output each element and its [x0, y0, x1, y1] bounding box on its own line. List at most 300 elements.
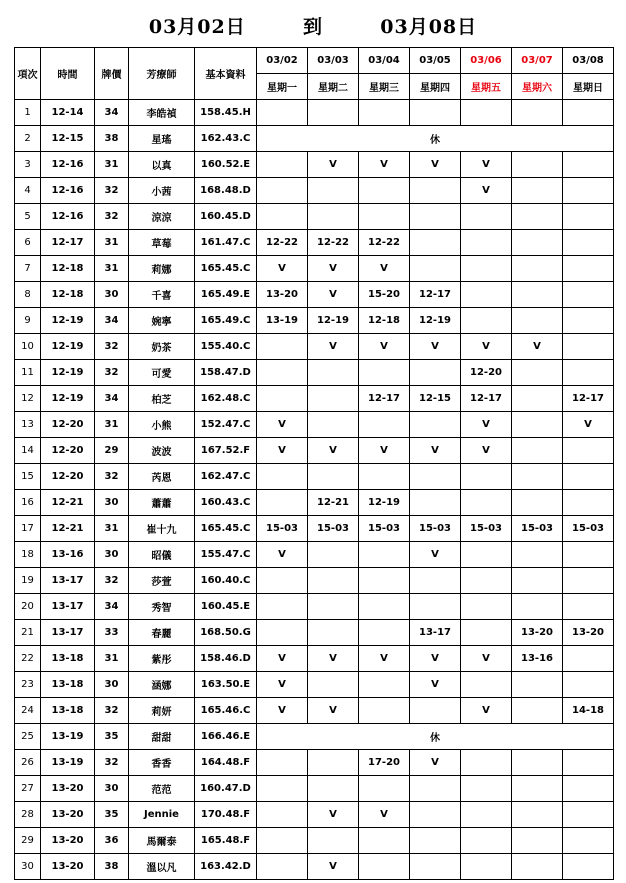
- booking-cell[interactable]: [563, 204, 614, 230]
- booking-cell[interactable]: [512, 776, 563, 802]
- booking-cell[interactable]: [308, 178, 359, 204]
- booking-cell[interactable]: [512, 542, 563, 568]
- booking-cell[interactable]: [308, 204, 359, 230]
- booking-cell[interactable]: V: [308, 698, 359, 724]
- booking-cell[interactable]: [308, 412, 359, 438]
- booking-cell[interactable]: [410, 412, 461, 438]
- booking-cell[interactable]: V: [410, 672, 461, 698]
- booking-cell[interactable]: V: [308, 152, 359, 178]
- booking-cell[interactable]: V: [359, 646, 410, 672]
- table-row[interactable]: [15, 308, 614, 334]
- booking-cell[interactable]: [257, 802, 308, 828]
- booking-cell[interactable]: 15-03: [563, 516, 614, 542]
- booking-cell[interactable]: [512, 230, 563, 256]
- booking-cell[interactable]: [257, 854, 308, 880]
- booking-cell[interactable]: [563, 828, 614, 854]
- booking-cell[interactable]: [410, 802, 461, 828]
- booking-cell[interactable]: [257, 152, 308, 178]
- booking-cell[interactable]: [512, 204, 563, 230]
- booking-cell[interactable]: [512, 568, 563, 594]
- column-header-price: 牌價: [95, 48, 129, 100]
- booking-cell[interactable]: 13-20: [563, 620, 614, 646]
- title-start-date: 03月02日: [148, 16, 246, 38]
- row-info: 164.48.F: [195, 750, 257, 776]
- row-time: 13-17: [41, 594, 95, 620]
- row-info: 160.40.C: [195, 568, 257, 594]
- booking-cell[interactable]: [257, 464, 308, 490]
- row-price: 35: [95, 724, 129, 750]
- booking-cell[interactable]: [308, 568, 359, 594]
- booking-cell[interactable]: [257, 594, 308, 620]
- booking-cell[interactable]: [563, 750, 614, 776]
- booking-cell[interactable]: 13-16: [512, 646, 563, 672]
- booking-cell[interactable]: [257, 100, 308, 126]
- column-header-index: 項次: [15, 48, 41, 100]
- booking-cell[interactable]: V: [461, 646, 512, 672]
- booking-cell[interactable]: V: [359, 152, 410, 178]
- booking-cell[interactable]: [512, 464, 563, 490]
- booking-cell[interactable]: [257, 334, 308, 360]
- booking-cell[interactable]: [359, 360, 410, 386]
- table-row[interactable]: [15, 334, 614, 360]
- booking-cell[interactable]: 15-20: [359, 282, 410, 308]
- booking-cell[interactable]: [359, 100, 410, 126]
- booking-cell[interactable]: V: [308, 438, 359, 464]
- booking-cell[interactable]: V: [410, 542, 461, 568]
- booking-cell[interactable]: 15-03: [461, 516, 512, 542]
- booking-cell[interactable]: [461, 230, 512, 256]
- booking-cell[interactable]: [410, 854, 461, 880]
- row-index: 3: [15, 152, 41, 178]
- row-index: 30: [15, 854, 41, 880]
- row-index: 11: [15, 360, 41, 386]
- row-price: 33: [95, 620, 129, 646]
- row-time: 13-20: [41, 828, 95, 854]
- booking-cell[interactable]: [308, 542, 359, 568]
- row-time: 13-20: [41, 854, 95, 880]
- booking-cell[interactable]: [461, 100, 512, 126]
- booking-cell[interactable]: 17-20: [359, 750, 410, 776]
- row-therapist: 秀智: [129, 594, 195, 620]
- booking-cell[interactable]: V: [410, 646, 461, 672]
- booking-cell[interactable]: V: [410, 750, 461, 776]
- booking-cell[interactable]: [410, 568, 461, 594]
- booking-cell[interactable]: [563, 672, 614, 698]
- row-price: 34: [95, 100, 129, 126]
- row-therapist: 莎萱: [129, 568, 195, 594]
- booking-cell[interactable]: V: [512, 334, 563, 360]
- booking-cell[interactable]: V: [410, 152, 461, 178]
- booking-cell[interactable]: V: [461, 152, 512, 178]
- row-price: 32: [95, 464, 129, 490]
- booking-cell[interactable]: [410, 204, 461, 230]
- booking-cell[interactable]: [512, 490, 563, 516]
- booking-cell[interactable]: [410, 776, 461, 802]
- row-time: 12-20: [41, 438, 95, 464]
- row-therapist: 奶茶: [129, 334, 195, 360]
- row-price: 35: [95, 802, 129, 828]
- booking-cell[interactable]: [410, 594, 461, 620]
- booking-cell[interactable]: 15-03: [257, 516, 308, 542]
- table-row[interactable]: [15, 854, 614, 880]
- booking-cell[interactable]: [563, 308, 614, 334]
- table-row[interactable]: [15, 724, 614, 750]
- booking-cell[interactable]: [512, 698, 563, 724]
- booking-cell[interactable]: V: [308, 282, 359, 308]
- booking-cell[interactable]: [359, 412, 410, 438]
- table-row[interactable]: [15, 386, 614, 412]
- booking-cell[interactable]: [257, 360, 308, 386]
- booking-cell[interactable]: [257, 620, 308, 646]
- booking-cell[interactable]: V: [257, 672, 308, 698]
- booking-cell[interactable]: V: [308, 334, 359, 360]
- booking-cell[interactable]: [308, 776, 359, 802]
- row-therapist: 崔十九: [129, 516, 195, 542]
- booking-cell[interactable]: [308, 594, 359, 620]
- booking-cell[interactable]: [461, 672, 512, 698]
- booking-cell[interactable]: 12-18: [359, 308, 410, 334]
- rest-cell: 休: [257, 724, 614, 750]
- column-header-time: 時間: [41, 48, 95, 100]
- booking-cell[interactable]: [308, 386, 359, 412]
- table-row[interactable]: [15, 464, 614, 490]
- row-time: 13-18: [41, 698, 95, 724]
- booking-cell[interactable]: [410, 828, 461, 854]
- booking-cell[interactable]: 15-03: [308, 516, 359, 542]
- row-price: 32: [95, 698, 129, 724]
- booking-cell[interactable]: [257, 828, 308, 854]
- row-therapist: 涼涼: [129, 204, 195, 230]
- row-therapist: 婉寧: [129, 308, 195, 334]
- booking-cell[interactable]: [563, 256, 614, 282]
- row-price: 30: [95, 490, 129, 516]
- booking-cell[interactable]: [512, 386, 563, 412]
- booking-cell[interactable]: [359, 464, 410, 490]
- row-index: 12: [15, 386, 41, 412]
- booking-cell[interactable]: [563, 776, 614, 802]
- booking-cell[interactable]: [257, 204, 308, 230]
- table-row[interactable]: [15, 776, 614, 802]
- header-row-dates: [15, 48, 614, 74]
- table-row[interactable]: [15, 516, 614, 542]
- booking-cell[interactable]: [257, 750, 308, 776]
- booking-cell[interactable]: 13-17: [410, 620, 461, 646]
- table-row[interactable]: [15, 828, 614, 854]
- row-therapist: 小熊: [129, 412, 195, 438]
- table-row[interactable]: [15, 750, 614, 776]
- booking-cell[interactable]: [308, 100, 359, 126]
- booking-cell[interactable]: V: [308, 802, 359, 828]
- booking-cell[interactable]: [308, 672, 359, 698]
- booking-cell[interactable]: 12-22: [308, 230, 359, 256]
- booking-cell[interactable]: [563, 334, 614, 360]
- booking-cell[interactable]: [359, 854, 410, 880]
- booking-cell[interactable]: [410, 178, 461, 204]
- booking-cell[interactable]: [359, 620, 410, 646]
- booking-cell[interactable]: [359, 776, 410, 802]
- booking-cell[interactable]: [461, 256, 512, 282]
- table-row[interactable]: [15, 542, 614, 568]
- booking-cell[interactable]: V: [257, 698, 308, 724]
- booking-cell[interactable]: V: [461, 698, 512, 724]
- table-row[interactable]: [15, 360, 614, 386]
- row-price: 36: [95, 828, 129, 854]
- row-time: 12-19: [41, 334, 95, 360]
- row-price: 31: [95, 646, 129, 672]
- booking-cell[interactable]: 13-20: [512, 620, 563, 646]
- title-separator: 到: [302, 16, 323, 38]
- booking-cell[interactable]: [308, 828, 359, 854]
- row-therapist: 李皓禎: [129, 100, 195, 126]
- booking-cell[interactable]: [308, 750, 359, 776]
- booking-cell[interactable]: V: [257, 438, 308, 464]
- booking-cell[interactable]: [410, 100, 461, 126]
- day-weekday-4: 星期五: [461, 74, 512, 100]
- booking-cell[interactable]: [257, 568, 308, 594]
- booking-cell[interactable]: [257, 178, 308, 204]
- booking-cell[interactable]: 12-17: [461, 386, 512, 412]
- booking-cell[interactable]: [257, 386, 308, 412]
- row-therapist: 溫以凡: [129, 854, 195, 880]
- table-row[interactable]: [15, 126, 614, 152]
- table-row[interactable]: [15, 672, 614, 698]
- row-index: 13: [15, 412, 41, 438]
- booking-cell[interactable]: 12-21: [308, 490, 359, 516]
- booking-cell[interactable]: [461, 464, 512, 490]
- table-row[interactable]: [15, 412, 614, 438]
- booking-cell[interactable]: [461, 802, 512, 828]
- row-info: 158.45.H: [195, 100, 257, 126]
- booking-cell[interactable]: [461, 204, 512, 230]
- row-price: 32: [95, 568, 129, 594]
- booking-cell[interactable]: [461, 828, 512, 854]
- booking-cell[interactable]: [461, 750, 512, 776]
- table-row[interactable]: [15, 178, 614, 204]
- booking-cell[interactable]: [563, 594, 614, 620]
- booking-cell[interactable]: 12-19: [308, 308, 359, 334]
- booking-cell[interactable]: [410, 490, 461, 516]
- table-row[interactable]: [15, 100, 614, 126]
- booking-cell[interactable]: [512, 152, 563, 178]
- booking-cell[interactable]: [512, 828, 563, 854]
- table-row[interactable]: [15, 594, 614, 620]
- booking-cell[interactable]: V: [257, 412, 308, 438]
- booking-cell[interactable]: [563, 802, 614, 828]
- table-row[interactable]: [15, 568, 614, 594]
- row-info: 155.40.C: [195, 334, 257, 360]
- booking-cell[interactable]: [512, 672, 563, 698]
- table-row[interactable]: [15, 282, 614, 308]
- booking-cell[interactable]: [512, 750, 563, 776]
- booking-cell[interactable]: [563, 646, 614, 672]
- booking-cell[interactable]: [512, 100, 563, 126]
- booking-cell[interactable]: 12-19: [359, 490, 410, 516]
- booking-cell[interactable]: [410, 698, 461, 724]
- booking-cell[interactable]: 12-15: [410, 386, 461, 412]
- table-row[interactable]: [15, 230, 614, 256]
- booking-cell[interactable]: V: [308, 256, 359, 282]
- booking-cell[interactable]: 12-17: [359, 386, 410, 412]
- booking-cell[interactable]: [512, 282, 563, 308]
- booking-cell[interactable]: [461, 620, 512, 646]
- booking-cell[interactable]: [512, 178, 563, 204]
- booking-cell[interactable]: [563, 100, 614, 126]
- schedule-table: [14, 47, 614, 880]
- booking-cell[interactable]: V: [257, 646, 308, 672]
- booking-cell[interactable]: V: [410, 438, 461, 464]
- booking-cell[interactable]: [563, 152, 614, 178]
- table-row[interactable]: [15, 256, 614, 282]
- row-time: 13-20: [41, 776, 95, 802]
- table-row[interactable]: [15, 152, 614, 178]
- booking-cell[interactable]: [257, 490, 308, 516]
- booking-cell[interactable]: [563, 178, 614, 204]
- booking-cell[interactable]: [359, 698, 410, 724]
- row-index: 19: [15, 568, 41, 594]
- column-header-therapist: 芳療師: [129, 48, 195, 100]
- table-row[interactable]: [15, 438, 614, 464]
- booking-cell[interactable]: 15-03: [512, 516, 563, 542]
- booking-cell[interactable]: [410, 360, 461, 386]
- booking-cell[interactable]: [563, 854, 614, 880]
- booking-cell[interactable]: 12-20: [461, 360, 512, 386]
- booking-cell[interactable]: V: [359, 334, 410, 360]
- booking-cell[interactable]: V: [461, 438, 512, 464]
- booking-cell[interactable]: [512, 360, 563, 386]
- row-price: 34: [95, 386, 129, 412]
- row-price: 30: [95, 672, 129, 698]
- booking-cell[interactable]: V: [461, 334, 512, 360]
- booking-cell[interactable]: [461, 282, 512, 308]
- row-time: 13-20: [41, 802, 95, 828]
- booking-cell[interactable]: [563, 438, 614, 464]
- row-therapist: 千喜: [129, 282, 195, 308]
- booking-cell[interactable]: 12-17: [563, 386, 614, 412]
- booking-cell[interactable]: V: [461, 412, 512, 438]
- booking-cell[interactable]: [512, 594, 563, 620]
- booking-cell[interactable]: V: [359, 438, 410, 464]
- table-row[interactable]: [15, 204, 614, 230]
- booking-cell[interactable]: [563, 464, 614, 490]
- booking-cell[interactable]: [563, 230, 614, 256]
- row-index: 24: [15, 698, 41, 724]
- booking-cell[interactable]: [359, 594, 410, 620]
- table-row[interactable]: [15, 698, 614, 724]
- booking-cell[interactable]: [359, 568, 410, 594]
- table-row[interactable]: [15, 802, 614, 828]
- booking-cell[interactable]: [410, 230, 461, 256]
- booking-cell[interactable]: 13-19: [257, 308, 308, 334]
- row-therapist: 波波: [129, 438, 195, 464]
- row-time: 12-16: [41, 152, 95, 178]
- row-time: 12-18: [41, 282, 95, 308]
- booking-cell[interactable]: V: [461, 178, 512, 204]
- booking-cell[interactable]: [563, 542, 614, 568]
- row-info: 165.48.F: [195, 828, 257, 854]
- row-therapist: 涵娜: [129, 672, 195, 698]
- booking-cell[interactable]: 12-17: [410, 282, 461, 308]
- row-info: 162.47.C: [195, 464, 257, 490]
- booking-cell[interactable]: [359, 204, 410, 230]
- booking-cell[interactable]: [359, 178, 410, 204]
- booking-cell[interactable]: V: [563, 412, 614, 438]
- booking-cell[interactable]: [512, 854, 563, 880]
- row-price: 34: [95, 308, 129, 334]
- booking-cell[interactable]: [461, 308, 512, 334]
- row-index: 20: [15, 594, 41, 620]
- row-therapist: 小茜: [129, 178, 195, 204]
- row-therapist: 芮恩: [129, 464, 195, 490]
- booking-cell[interactable]: [308, 620, 359, 646]
- table-row[interactable]: [15, 490, 614, 516]
- booking-cell[interactable]: 14-18: [563, 698, 614, 724]
- row-therapist: 香香: [129, 750, 195, 776]
- booking-cell[interactable]: 13-20: [257, 282, 308, 308]
- row-index: 7: [15, 256, 41, 282]
- booking-cell[interactable]: [410, 256, 461, 282]
- booking-cell[interactable]: [461, 854, 512, 880]
- booking-cell[interactable]: [461, 594, 512, 620]
- booking-cell[interactable]: [512, 412, 563, 438]
- row-time: 12-19: [41, 360, 95, 386]
- table-row[interactable]: [15, 620, 614, 646]
- booking-cell[interactable]: V: [308, 646, 359, 672]
- booking-cell[interactable]: V: [359, 802, 410, 828]
- booking-cell[interactable]: [563, 282, 614, 308]
- row-time: 13-19: [41, 724, 95, 750]
- booking-cell[interactable]: V: [410, 334, 461, 360]
- row-price: 31: [95, 412, 129, 438]
- rest-cell: 休: [257, 126, 614, 152]
- booking-cell[interactable]: [563, 490, 614, 516]
- booking-cell[interactable]: [308, 360, 359, 386]
- row-index: 18: [15, 542, 41, 568]
- booking-cell[interactable]: V: [257, 256, 308, 282]
- booking-cell[interactable]: [359, 542, 410, 568]
- booking-cell[interactable]: [461, 490, 512, 516]
- row-time: 13-19: [41, 750, 95, 776]
- row-price: 34: [95, 594, 129, 620]
- booking-cell[interactable]: V: [308, 854, 359, 880]
- booking-cell[interactable]: 12-22: [257, 230, 308, 256]
- row-index: 23: [15, 672, 41, 698]
- booking-cell[interactable]: 15-03: [410, 516, 461, 542]
- booking-cell[interactable]: [512, 802, 563, 828]
- booking-cell[interactable]: [359, 672, 410, 698]
- booking-cell[interactable]: V: [359, 256, 410, 282]
- booking-cell[interactable]: 12-22: [359, 230, 410, 256]
- booking-cell[interactable]: V: [257, 542, 308, 568]
- booking-cell[interactable]: [512, 308, 563, 334]
- booking-cell[interactable]: 15-03: [359, 516, 410, 542]
- booking-cell[interactable]: [461, 542, 512, 568]
- table-row[interactable]: [15, 646, 614, 672]
- row-time: 12-16: [41, 204, 95, 230]
- row-info: 160.45.D: [195, 204, 257, 230]
- row-index: 1: [15, 100, 41, 126]
- booking-cell[interactable]: [461, 568, 512, 594]
- booking-cell[interactable]: 12-19: [410, 308, 461, 334]
- booking-cell[interactable]: [257, 776, 308, 802]
- booking-cell[interactable]: [563, 568, 614, 594]
- booking-cell[interactable]: [359, 828, 410, 854]
- booking-cell[interactable]: [563, 360, 614, 386]
- booking-cell[interactable]: [512, 438, 563, 464]
- booking-cell[interactable]: [410, 464, 461, 490]
- booking-cell[interactable]: [308, 464, 359, 490]
- booking-cell[interactable]: [461, 776, 512, 802]
- booking-cell[interactable]: [512, 256, 563, 282]
